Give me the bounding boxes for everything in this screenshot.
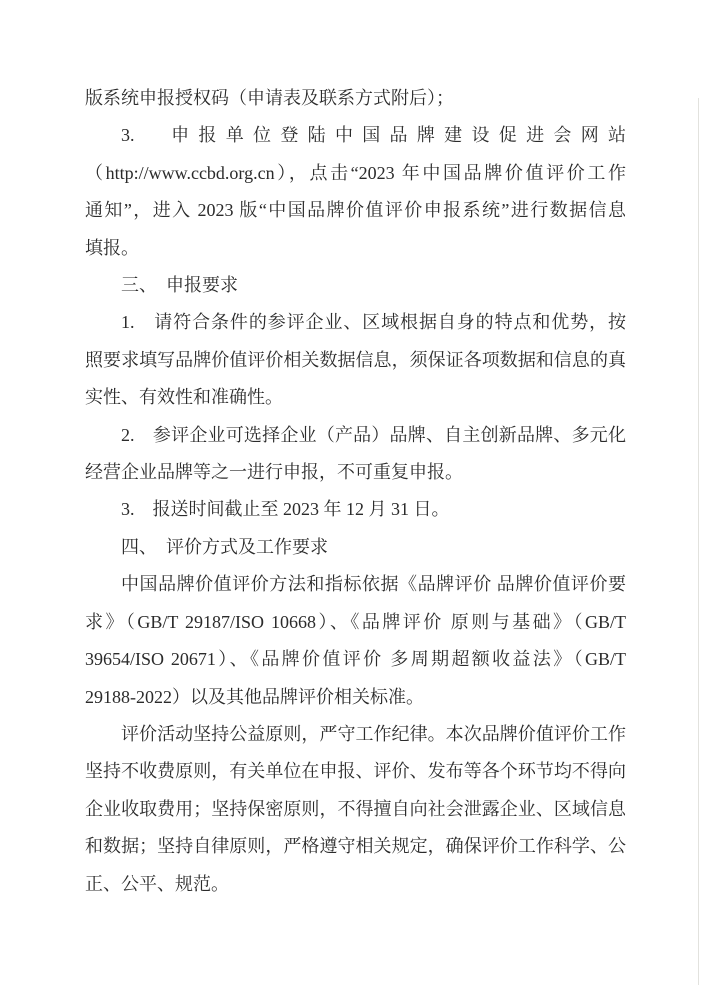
text-line: 经营企业品牌等之一进行申报，不可重复申报。: [85, 462, 463, 483]
text-line: 企业收取费用；坚持保密原则，不得擅自向社会泄露企业、区域信息: [85, 798, 626, 819]
text-line: 照要求填写品牌价值评价相关数据信息，须保证各项数据和信息的真: [85, 349, 626, 370]
text-line: 正、公平、规范。: [85, 873, 229, 894]
text-line: 四、 评价方式及工作要求: [121, 536, 328, 557]
text-line: 39654/ISO 20671）、《品牌价值评价 多周期超额收益法》（GB/T: [85, 649, 626, 670]
text-line: 2. 参评企业可选择企业（产品）品牌、自主创新品牌、多元化: [121, 424, 626, 445]
text-line: 填报。: [85, 237, 139, 258]
text-line: 和数据；坚持自律原则，严格遵守相关规定，确保评价工作科学、公: [85, 836, 626, 857]
document-body: [85, 80, 626, 903]
text-line: 坚持不收费原则，有关单位在申报、评价、发布等各个环节均不得向: [85, 761, 626, 782]
text-line: 实性、有效性和准确性。: [85, 387, 283, 408]
text-line: （http://www.ccbd.org.cn），点击“2023 年中国品牌价值评价工作: [85, 162, 626, 183]
text-line: 三、 申报要求: [121, 275, 238, 296]
text-line: 中国品牌价值评价方法和指标依据《品牌评价 品牌价值评价要: [121, 574, 626, 595]
scan-edge-line: [698, 98, 699, 985]
text-line: 求》（GB/T 29187/ISO 10668）、《品牌评价 原则与基础》（GB/T: [85, 611, 626, 632]
text-line: 3. 申报单位登陆中国品牌建设促进会网站: [121, 125, 626, 146]
text-line: 版系统申报授权码（申请表及联系方式附后）；: [85, 88, 454, 108]
text-line: 1. 请符合条件的参评企业、区域根据自身的特点和优势，按: [121, 312, 626, 333]
text-line: 评价活动坚持公益原则，严守工作纪律。本次品牌价值评价工作: [121, 723, 626, 744]
text-line: 3. 报送时间截止至 2023 年 12 月 31 日。: [121, 499, 450, 520]
text-line: 29188-2022）以及其他品牌评价相关标准。: [85, 686, 424, 707]
text-line: 通知”，进入 2023 版“中国品牌价值评价申报系统”进行数据信息: [85, 200, 626, 221]
